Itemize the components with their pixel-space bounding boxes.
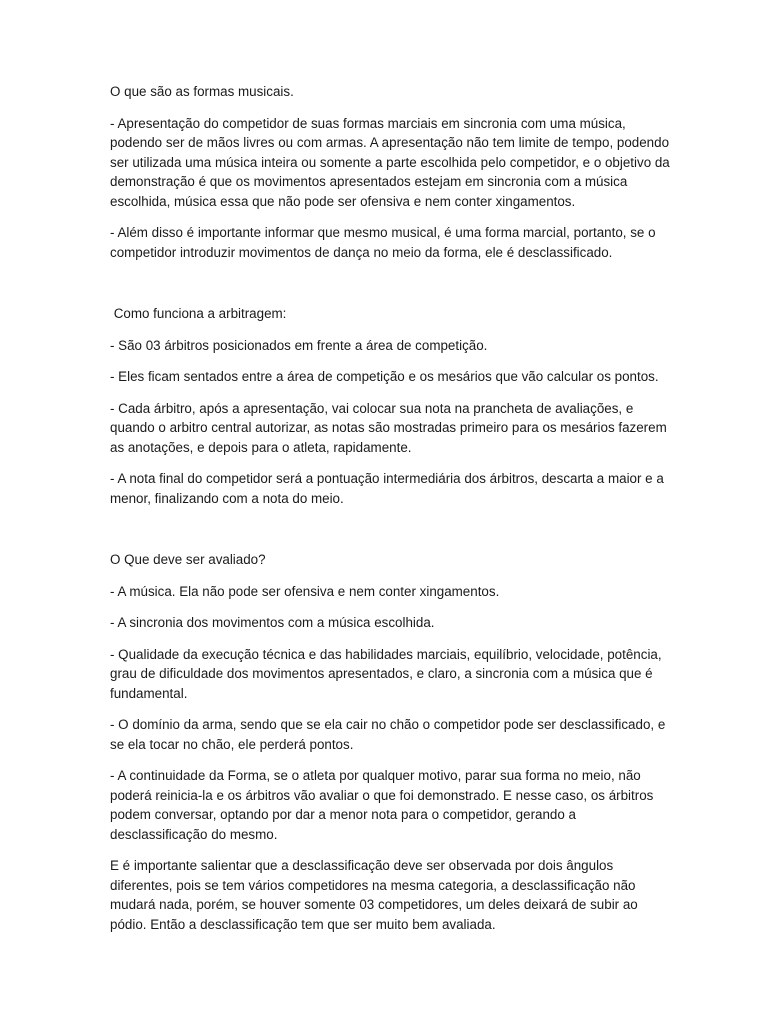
paragraph: - São 03 árbitros posicionados em frente a área de competição.	[110, 337, 488, 353]
paragraph: E é importante salientar que a desclassificação deve ser observada por dois ângulos diferentes, pois se tem vários competidores na mesma categoria, a desclassificação não mudará nada, porém, se houver somente 03 competidores, um deles deixará de subir ao pódio. Então a desclassificação tem que ser muito bem avaliada.	[110, 858, 638, 932]
paragraph: - O domínio da arma, sendo que se ela cair no chão o competidor pode ser desclassificado, e se ela tocar no chão, ele perderá pontos.	[110, 717, 666, 752]
paragraph: - A continuidade da Forma, se o atleta por qualquer motivo, parar sua forma no meio, não poderá reinicia-la e os árbitros vão avaliar o que foi demonstrado. E nesse caso, os árbitros podem conversar, optando por dar a menor nota para o competidor, gerando a desclassificação do mesmo.	[110, 768, 654, 842]
paragraph: - A nota final do competidor será a pontuação intermediária dos árbitros, descarta a maior e a menor, finalizando com a nota do meio.	[110, 471, 664, 506]
section-heading: Como funciona a arbitragem:	[110, 306, 287, 321]
paragraph: - A música. Ela não pode ser ofensiva e nem conter xingamentos.	[110, 583, 500, 599]
paragraph: - Apresentação do competidor de suas formas marciais em sincronia com uma música, podendo ser de mãos livres ou com armas. A apresentação não tem limite de tempo, podendo ser utilizada uma música inteira ou somente a parte escolhida pelo competidor, e o objetivo da demonstração é que os movimentos apresentados estejam em sincronia com a música escolhida, música essa que não pode ser ofensiva e nem conter xingamentos.	[110, 115, 670, 209]
section-heading: O que são as formas musicais.	[110, 84, 294, 99]
section-avaliacao	[110, 550, 670, 934]
section-spacer	[110, 520, 670, 550]
section-arbitragem	[110, 304, 670, 508]
section-spacer	[110, 274, 670, 304]
paragraph: - A sincronia dos movimentos com a música escolhida.	[110, 615, 435, 630]
paragraph: - Qualidade da execução técnica e das habilidades marciais, equilíbrio, velocidade, potência, grau de dificuldade dos movimentos apresentados, e claro, a sincronia com a música que é fundamental.	[110, 646, 662, 701]
paragraph: - Eles ficam sentados entre a área de competição e os mesários que vão calcular os pontos.	[110, 369, 659, 384]
paragraph: - Além disso é importante informar que mesmo musical, é uma forma marcial, portanto, se o competidor introduzir movimentos de dança no meio da forma, ele é desclassificado.	[110, 225, 656, 260]
section-formas-musicais	[110, 82, 670, 262]
paragraph: - Cada árbitro, após a apresentação, vai colocar sua nota na prancheta de avaliações, e quando o arbitro central autorizar, as notas são mostradas primeiro para os mesários fazerem as anotações, e depois para o atleta, rapidamente.	[110, 400, 667, 455]
section-heading: O Que deve ser avaliado?	[110, 552, 266, 567]
document-page	[110, 82, 670, 946]
